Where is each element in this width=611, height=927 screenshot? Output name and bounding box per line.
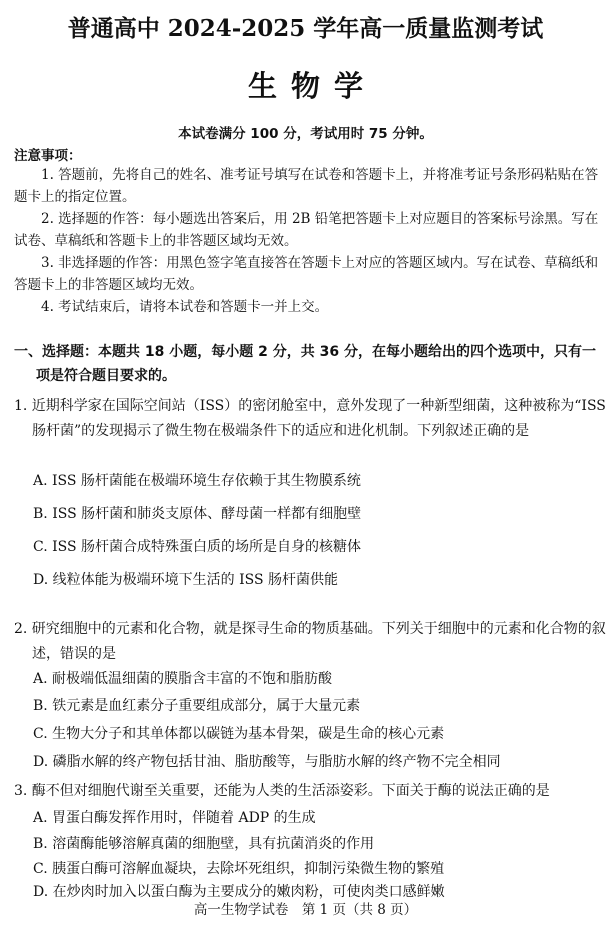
question-option: B. 溶菌酶能够溶解真菌的细胞壁，具有抗菌消炎的作用: [33, 836, 375, 852]
question-option: C. 胰蛋白酶可溶解血凝块，去除坏死组织，抑制污染微生物的繁殖: [33, 861, 445, 877]
question-option: D. 磷脂水解的终产物包括甘油、脂肪酸等，与脂肪水解的终产物不完全相同: [33, 754, 501, 770]
question-option: B. ISS 肠杆菌和肺炎支原体、酵母菌一样都有细胞壁: [33, 506, 362, 522]
question-stem: 3. 酶不但对细胞代谢至关重要，还能为人类的生活添姿彩。下面关于酶的说法正确的是: [14, 783, 550, 799]
notice-item: 1. 答题前，先将自己的姓名、准考证号填写在试卷和答题卡上，并将准考证号条形码粘贴在答题卡上的指定位置。: [14, 167, 599, 205]
question-option: C. ISS 肠杆菌合成特殊蛋白质的场所是自身的核糖体: [33, 539, 362, 555]
question-option: C. 生物大分子和其单体都以碳链为基本骨架，碳是生命的核心元素: [33, 726, 445, 742]
notice-title: 注意事项：: [14, 148, 82, 164]
question-stem: 1. 近期科学家在国际空间站（ISS）的密闭舱室中，意外发现了一种新型细菌，这种被称为“ISS 肠杆菌”的发现揭示了微生物在极端条件下的适应和进化机制。下列叙述正确的是: [14, 398, 606, 439]
question-option: A. ISS 肠杆菌能在极端环境生存依赖于其生物膜系统: [33, 473, 361, 489]
notice-item: 3. 非选择题的作答：用黑色签字笔直接答在答题卡上对应的答题区域内。写在试卷、草稿纸和答题卡上的非答题区域均无效。: [14, 255, 599, 293]
question-option: D. 在炒肉时加入以蛋白酶为主要成分的嫩肉粉，可使肉类口感鲜嫩: [33, 884, 445, 900]
exam-info: 本试卷满分 100 分，考试用时 75 分钟。: [178, 126, 433, 142]
section-heading: 一、选择题：本题共 18 小题，每小题 2 分，共 36 分，在每小题给出的四个选项中，只有一项是符合题目要求的。: [14, 344, 596, 384]
page-footer: 高一生物学试卷 第 1 页（共 8 页）: [193, 902, 418, 918]
question-stem: 2. 研究细胞中的元素和化合物，就是探寻生命的物质基础。下列关于细胞中的元素和化合物的叙述，错误的是: [14, 621, 606, 662]
question-option: B. 铁元素是血红素分子重要组成部分，属于大量元素: [33, 698, 361, 714]
notice-item: 4. 考试结束后，请将本试卷和答题卡一并上交。: [41, 299, 329, 315]
question-option: A. 胃蛋白酶发挥作用时，伴随着 ADP 的生成: [33, 810, 316, 826]
question-option: D. 线粒体能为极端环境下生活的 ISS 肠杆菌供能: [33, 572, 338, 588]
notice-item: 2. 选择题的作答：每小题选出答案后，用 2B 铅笔把答题卡上对应题目的答案标号涂黑。写在试卷、草稿纸和答题卡上的非答题区域均无效。: [14, 211, 599, 249]
question-option: A. 耐极端低温细菌的膜脂含丰富的不饱和脂肪酸: [33, 671, 333, 687]
exam-title: 普通高中 2024-2025 学年高一质量监测考试: [67, 15, 544, 42]
subject-title: 生物学: [247, 69, 377, 103]
